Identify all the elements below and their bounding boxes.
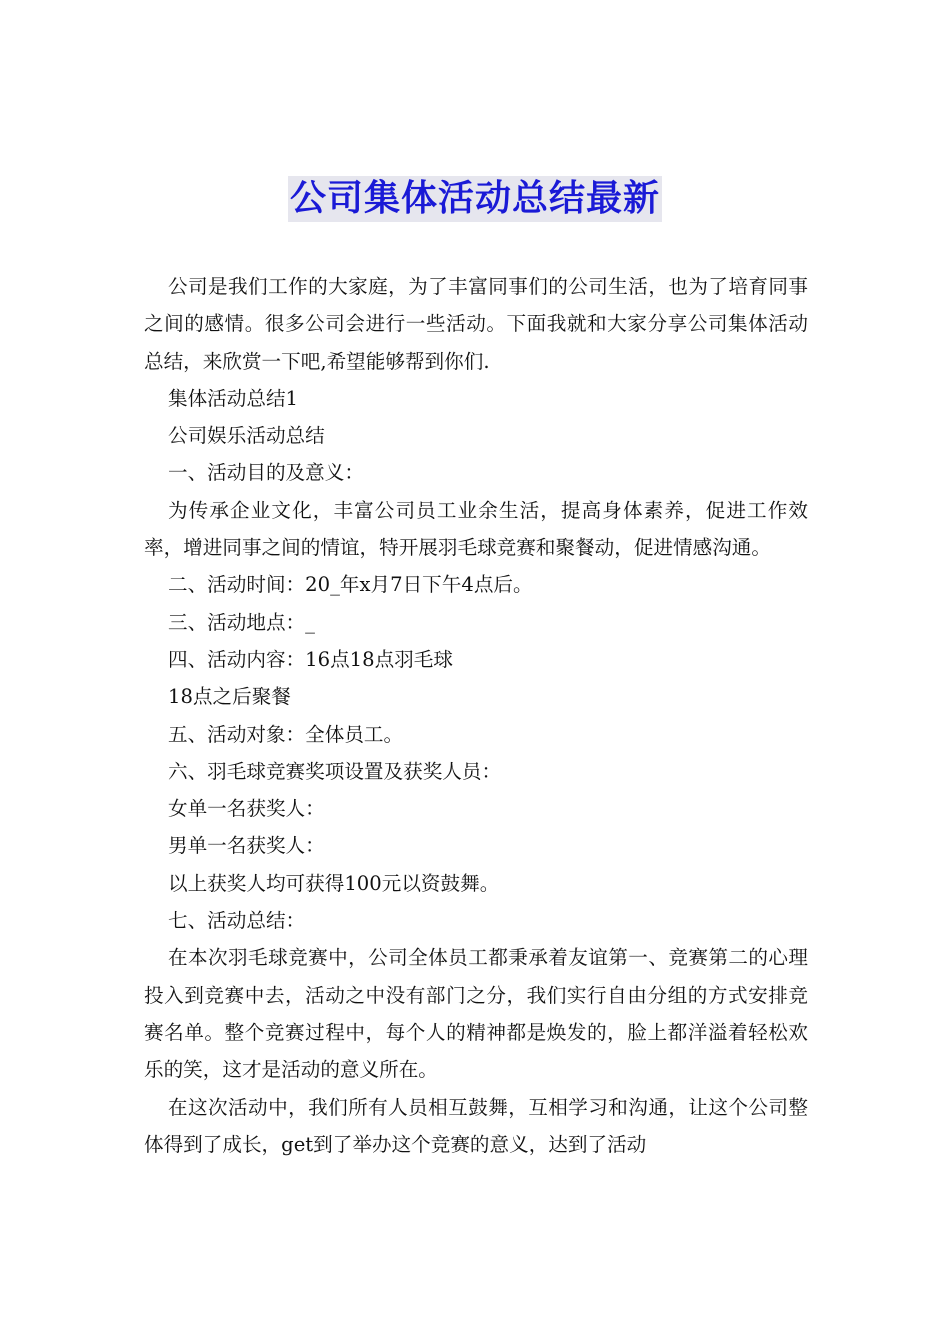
paragraph-content: 四、活动内容：16点18点羽毛球 <box>168 647 453 671</box>
paragraph-purpose: 为传承企业文化，丰富公司员工业余生活，提高身体素养，促进工作效率，增进同事之间的情谊，特开展羽毛球竞赛和聚餐动，促进情感沟通。 <box>144 498 808 560</box>
paragraph-summary-2: 在这次活动中，我们所有人员相互鼓舞，互相学习和沟通，让这个公司整体得到了成长，get到了举办这个竞赛的意义，达到了活动 <box>144 1095 808 1156</box>
document-title: 公司集体活动总结最新 <box>288 176 662 222</box>
paragraph-subtitle: 公司娱乐活动总结 <box>168 424 325 448</box>
paragraph-location: 三、活动地点：_ <box>168 610 315 634</box>
paragraph-dinner: 18点之后聚餐 <box>168 685 291 709</box>
paragraph-audience: 五、活动对象：全体员工。 <box>168 722 404 746</box>
paragraph-time: 二、活动时间：20_年x月7日下午4点后。 <box>168 573 533 597</box>
paragraph-awards-heading: 六、羽毛球竞赛奖项设置及获奖人员： <box>168 759 502 783</box>
paragraph-section-heading: 集体活动总结1 <box>168 386 299 410</box>
paragraph-women-single: 女单一名获奖人： <box>168 797 325 821</box>
paragraph-men-single: 男单一名获奖人： <box>168 834 325 858</box>
paragraph-intro: 公司是我们工作的大家庭，为了丰富同事们的公司生活，也为了培育同事之间的感情。很多公司会进行一些活动。下面我就和大家分享公司集体活动总结，来欣赏一下吧,希望能够帮到你们. <box>144 275 808 373</box>
document-body <box>144 268 808 1163</box>
paragraph-award-amount: 以上获奖人均可获得100元以资鼓舞。 <box>168 871 500 895</box>
paragraph-purpose-heading: 一、活动目的及意义： <box>168 461 364 485</box>
paragraph-summary-1: 在本次羽毛球竞赛中，公司全体员工都秉承着友谊第一、竞赛第二的心理投入到竞赛中去，活动之中没有部门之分，我们实行自由分组的方式安排竞赛名单。整个竞赛过程中，每个人的精神都是焕发的，脸上都洋溢着轻松欢乐的笑，这才是活动的意义所在。 <box>144 946 808 1082</box>
title-container <box>0 176 950 222</box>
paragraph-summary-heading: 七、活动总结： <box>168 909 306 933</box>
